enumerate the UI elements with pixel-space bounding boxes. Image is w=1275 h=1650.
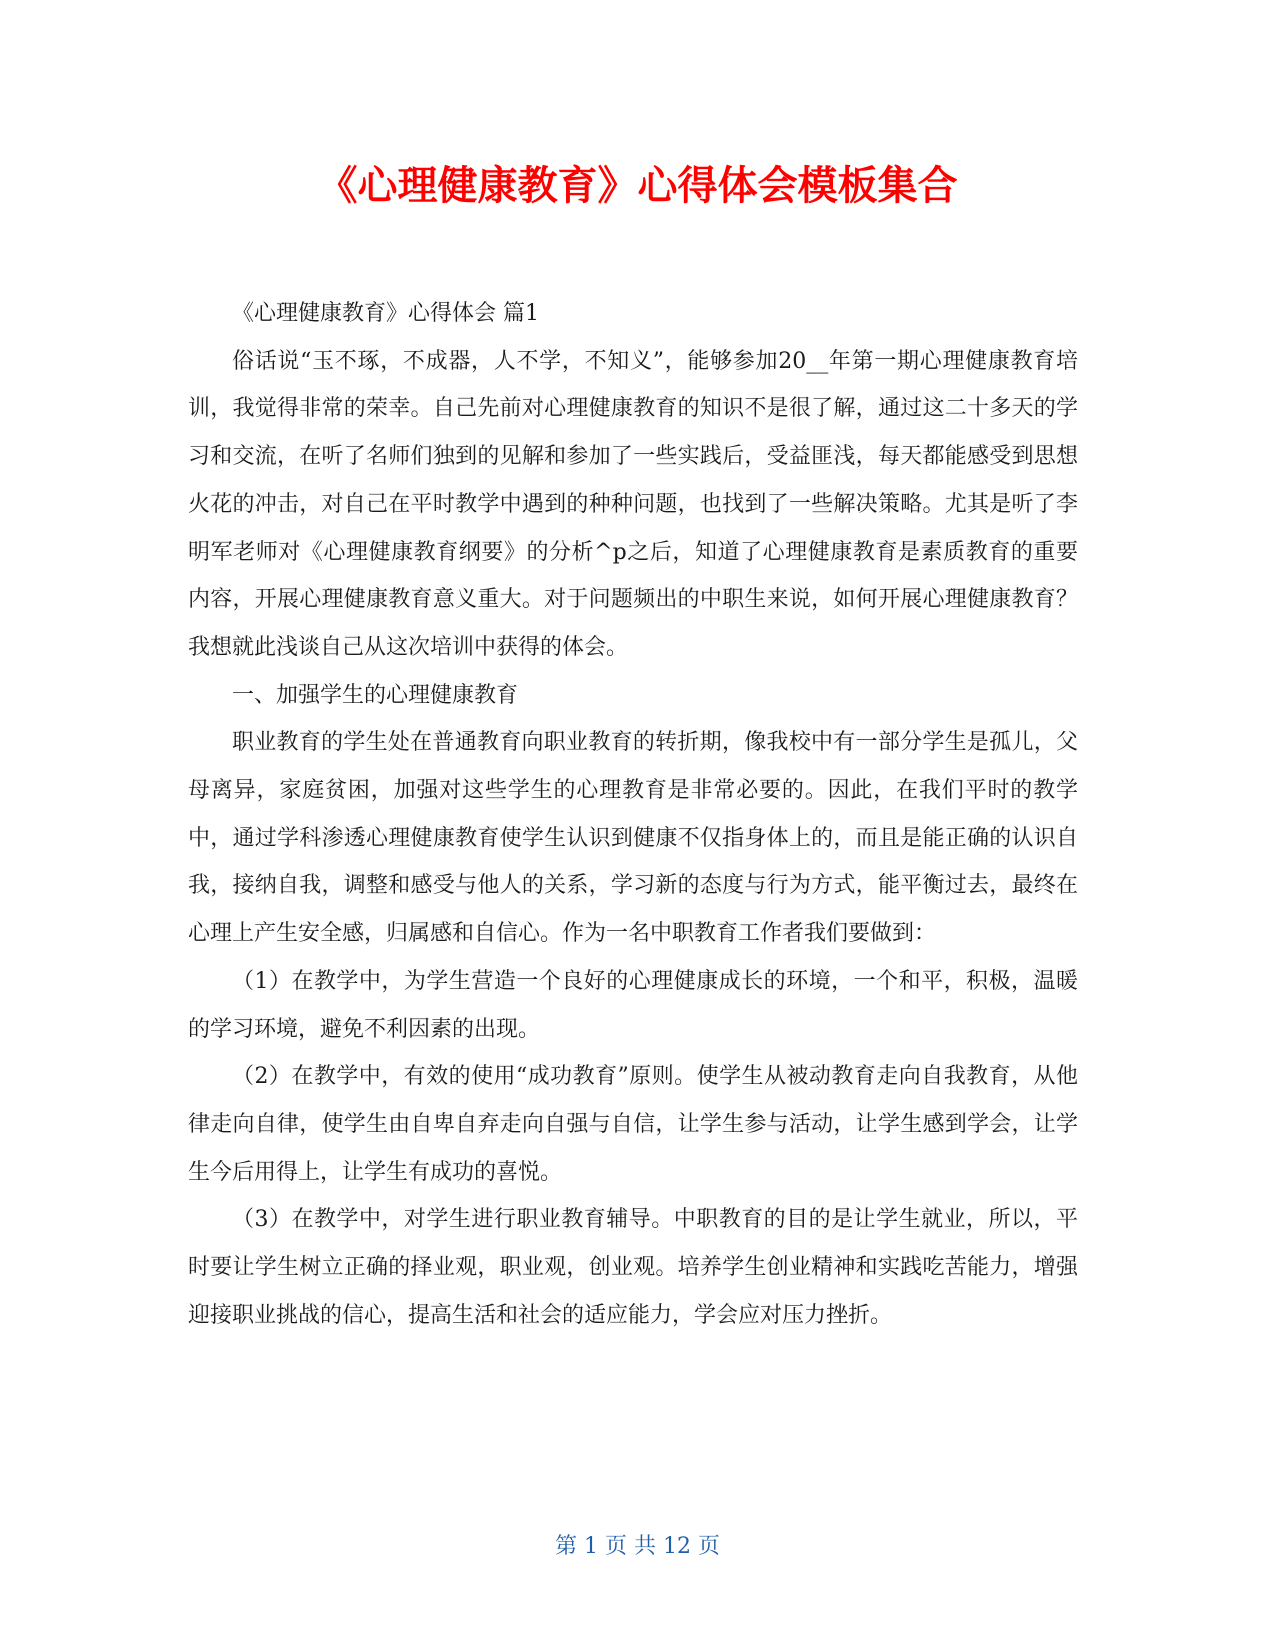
section-heading-part1: 《心理健康教育》心得体会 篇1 — [232, 301, 539, 326]
document-body — [188, 290, 1078, 1339]
list-item-1: （1）在教学中，为学生营造一个良好的心理健康成长的环境，一个和平，积极，温暖的学习环境，避免不利因素的出现。 — [188, 968, 1078, 1042]
page-footer: 第 1 页 共 12 页 — [555, 1534, 720, 1559]
list-item-3: （3）在教学中，对学生进行职业教育辅导。中职教育的目的是让学生就业，所以，平时要让学生树立正确的择业观，职业观，创业观。培养学生创业精神和实践吃苦能力，增强迎接职业挑战的信心，提高生活和社会的适应能力，学会应对压力挫折。 — [188, 1207, 1078, 1328]
section-heading-strengthen: 一、加强学生的心理健康教育 — [232, 682, 519, 708]
page-title: 《心理健康教育》心得体会模板集合 — [317, 163, 958, 209]
list-item-2: （2）在教学中，有效的使用“成功教育”原则。使学生从被动教育走向自我教育，从他律走向自律，使学生由自卑自弃走向自强与自信，让学生参与活动，让学生感到学会，让学生今后用得上，让学生有成功的喜悦。 — [188, 1064, 1078, 1185]
intro-paragraph: 俗话说“玉不琢，不成器，人不学，不知义”，能够参加20__年第一期心理健康教育培训，我觉得非常的荣幸。自己先前对心理健康教育的知识不是很了解，通过这二十多天的学习和交流，在听了名师们独到的见解和参加了一些实践后，受益匪浅，每天都能感受到思想火花的冲击，对自己在平时教学中遇到的种种问题，也找到了一些解决策略。尤其是听了李明军老师对《心理健康教育纲要》的分析^p之后，知道了心理健康教育是素质教育的重要内容，开展心理健康教育意义重大。对于问题频出的中职生来说，如何开展心理健康教育？我想就此浅谈自己从这次培训中获得的体会。 — [188, 348, 1078, 660]
body-paragraph: 职业教育的学生处在普通教育向职业教育的转折期，像我校中有一部分学生是孤儿，父母离异，家庭贫困，加强对这些学生的心理教育是非常必要的。因此，在我们平时的教学中，通过学科渗透心理健康教育使学生认识到健康不仅指身体上的，而且是能正确的认识自我，接纳自我，调整和感受与他人的关系，学习新的态度与行为方式，能平衡过去，最终在心理上产生安全感，归属感和自信心。作为一名中职教育工作者我们要做到： — [188, 730, 1078, 947]
